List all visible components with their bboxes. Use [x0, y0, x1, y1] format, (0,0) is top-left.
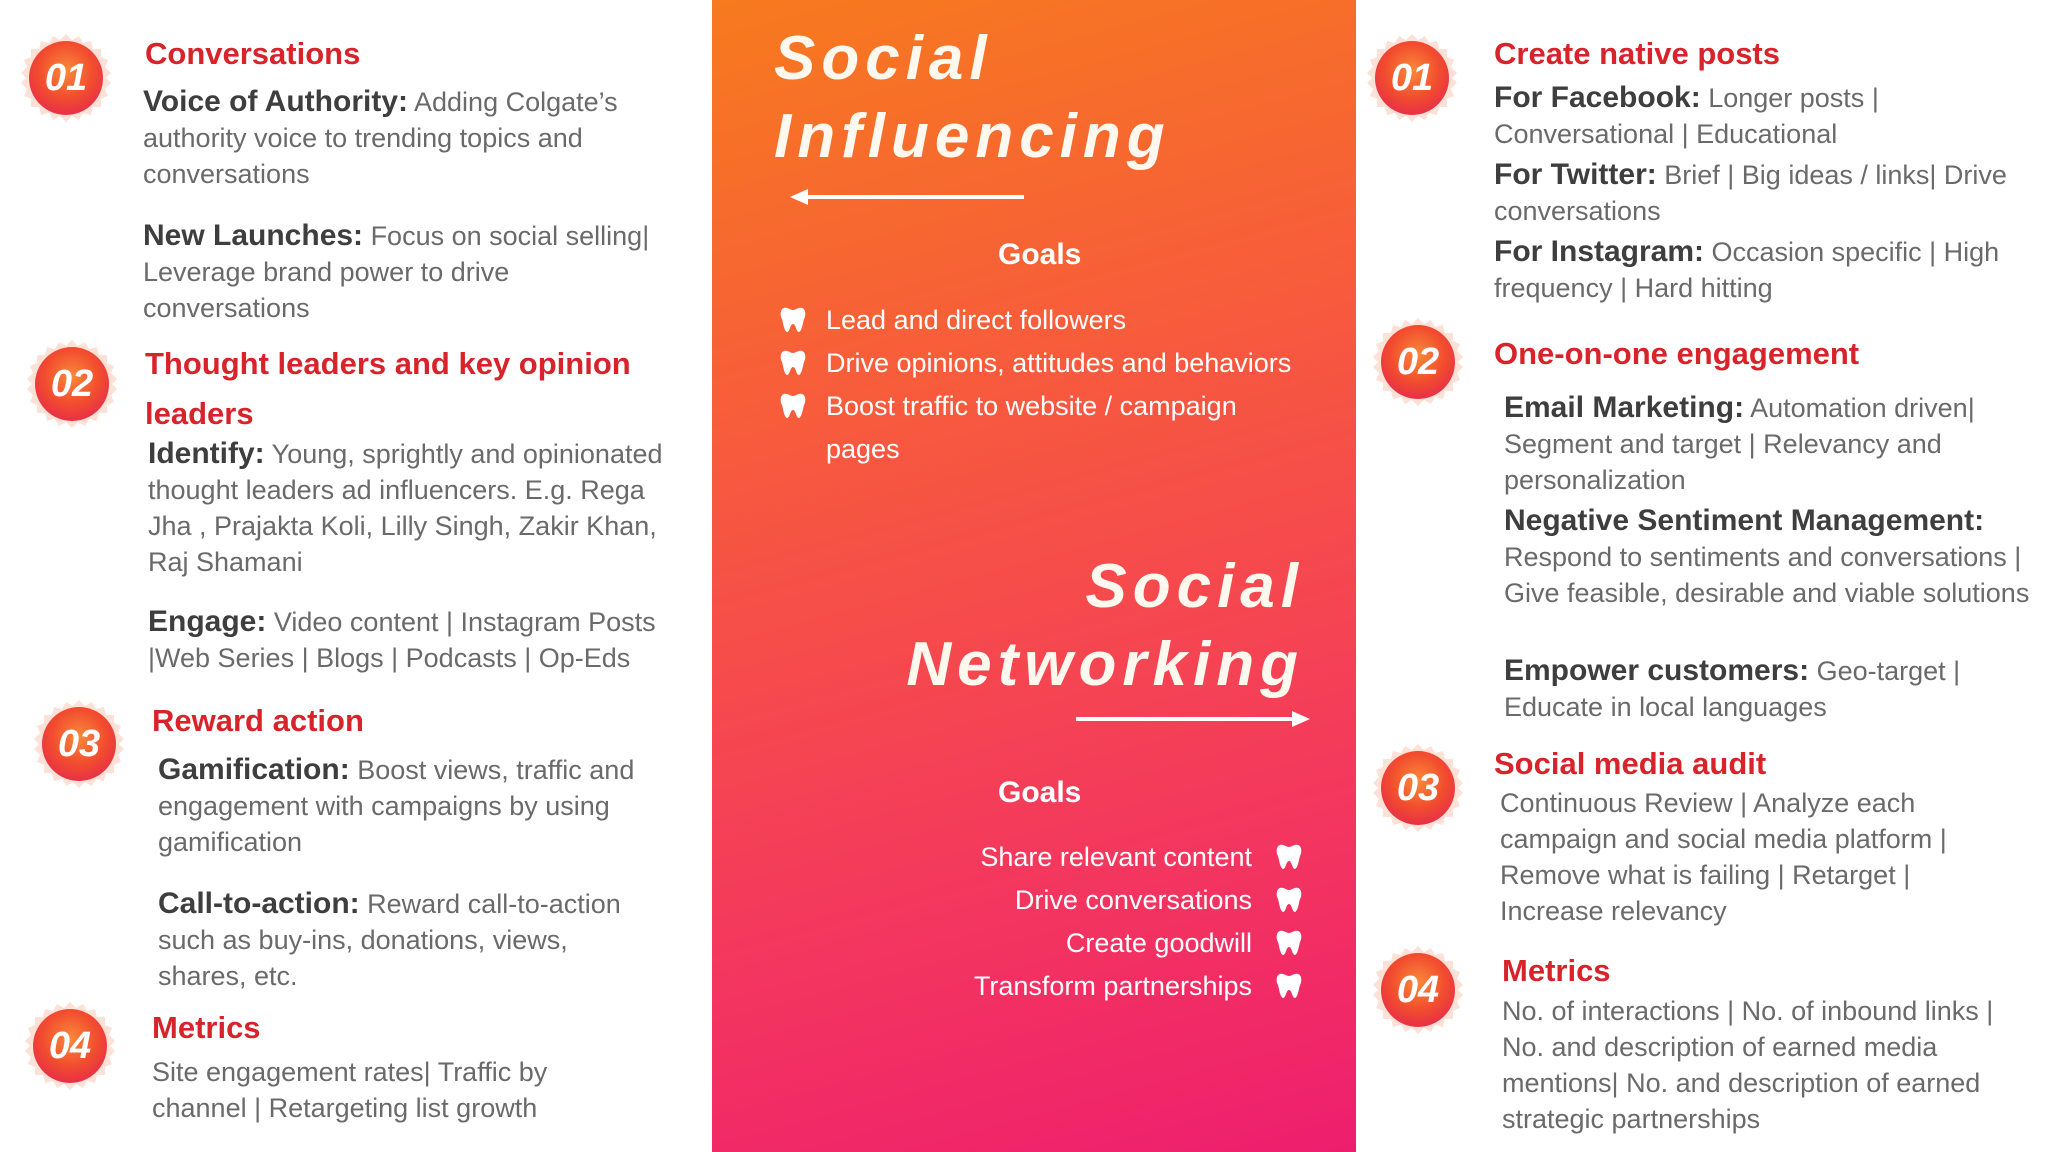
center-panel — [712, 0, 1356, 1152]
social-audit-text: Continuous Review | Analyze each campaign and social media platform | Remove what is failing | Retarget | Increase relevancy — [1500, 788, 1947, 926]
new-launches-text: New Launches: Focus on social selling| Leverage brand power to drive conversations — [143, 219, 650, 323]
tooth-icon — [778, 348, 808, 378]
number-badge-02: 02 — [1372, 316, 1464, 408]
tooth-icon — [1274, 928, 1304, 958]
voice-of-authority-text: Voice of Authority: Adding Colgate’s authority voice to trending topics and conversations — [143, 85, 618, 189]
social-networking-title-line1: Social — [1085, 552, 1304, 621]
gamification-text: Gamification: Boost views, traffic and engagement with campaigns by using gamification — [158, 753, 635, 857]
engage-text: Engage: Video content | Instagram Posts |Web Series | Blogs | Podcasts | Op-Eds — [148, 605, 656, 673]
tooth-icon — [1274, 842, 1304, 872]
twitter-text: For Twitter: Brief | Big ideas / links| Drive conversations — [1494, 158, 2007, 226]
call-to-action-text: Call-to-action: Reward call-to-action such as buy-ins, donations, views, shares, etc. — [158, 887, 621, 991]
social-influencing-title-line2: Influencing — [774, 102, 1171, 171]
social-networking-title-line2: Networking — [906, 630, 1304, 699]
networking-goals-list — [772, 836, 1304, 1008]
list-item: Lead and direct followers — [778, 299, 1298, 342]
list-item: Boost traffic to website / campaign pages — [778, 385, 1298, 471]
section-title-conversations: Conversations — [145, 36, 361, 71]
goals-heading-influencing: Goals — [998, 238, 1082, 271]
number-badge-01: 01 — [1366, 32, 1458, 124]
right-column — [1356, 0, 2048, 1152]
number-badge-02: 02 — [26, 338, 118, 430]
number-badge-04: 04 — [1372, 944, 1464, 1036]
metrics-right-text: No. of interactions | No. of inbound links | No. and description of earned media mentions| No. and description of earned strategic partnerships — [1502, 996, 1994, 1134]
list-item: Drive opinions, attitudes and behaviors — [778, 342, 1298, 385]
negative-sentiment-text: Negative Sentiment Management: Respond to sentiments and conversations | Give feasible, desirable and viable solutions — [1504, 504, 2030, 608]
identify-text: Identify: Young, sprightly and opinionated thought leaders ad influencers. E.g. Rega Jha , Prajakta Koli, Lilly Singh, Zakir Khan, Raj Shamani — [148, 437, 663, 577]
number-badge-04: 04 — [24, 1000, 116, 1092]
section-title-metrics-right: Metrics — [1502, 953, 1611, 988]
influencing-goals-list — [778, 299, 1298, 471]
section-title-metrics-left: Metrics — [152, 1010, 261, 1045]
metrics-left-text: Site engagement rates| Traffic by channel | Retargeting list growth — [152, 1057, 548, 1123]
number-badge-01: 01 — [20, 32, 112, 124]
goals-heading-networking: Goals — [998, 776, 1082, 809]
section-title-social-audit: Social media audit — [1494, 746, 1767, 781]
email-marketing-text: Email Marketing: Automation driven| Segment and target | Relevancy and personalization — [1504, 391, 1975, 495]
arrow-left-icon — [788, 185, 1028, 209]
list-item: Transform partnerships — [772, 965, 1304, 1008]
tooth-icon — [1274, 971, 1304, 1001]
section-title-native-posts: Create native posts — [1494, 36, 1780, 71]
section-title-reward-action: Reward action — [152, 703, 364, 738]
section-title-thought-leaders: Thought leaders and key opinion leaders — [145, 346, 631, 431]
list-item: Create goodwill — [772, 922, 1304, 965]
tooth-icon — [778, 391, 808, 421]
tooth-icon — [778, 305, 808, 335]
number-badge-03: 03 — [33, 698, 125, 790]
list-item: Drive conversations — [772, 879, 1304, 922]
arrow-right-icon — [1072, 707, 1312, 731]
social-influencing-title-line1: Social — [774, 24, 993, 93]
instagram-text: For Instagram: Occasion specific | High frequency | Hard hitting — [1494, 235, 2000, 303]
section-title-one-on-one: One-on-one engagement — [1494, 336, 1860, 371]
tooth-icon — [1274, 885, 1304, 915]
number-badge-03: 03 — [1372, 742, 1464, 834]
left-column — [0, 0, 712, 1152]
list-item: Share relevant content — [772, 836, 1304, 879]
empower-customers-text: Empower customers: Geo-target | Educate in local languages — [1504, 654, 1961, 722]
facebook-text: For Facebook: Longer posts | Conversational | Educational — [1494, 81, 1879, 149]
